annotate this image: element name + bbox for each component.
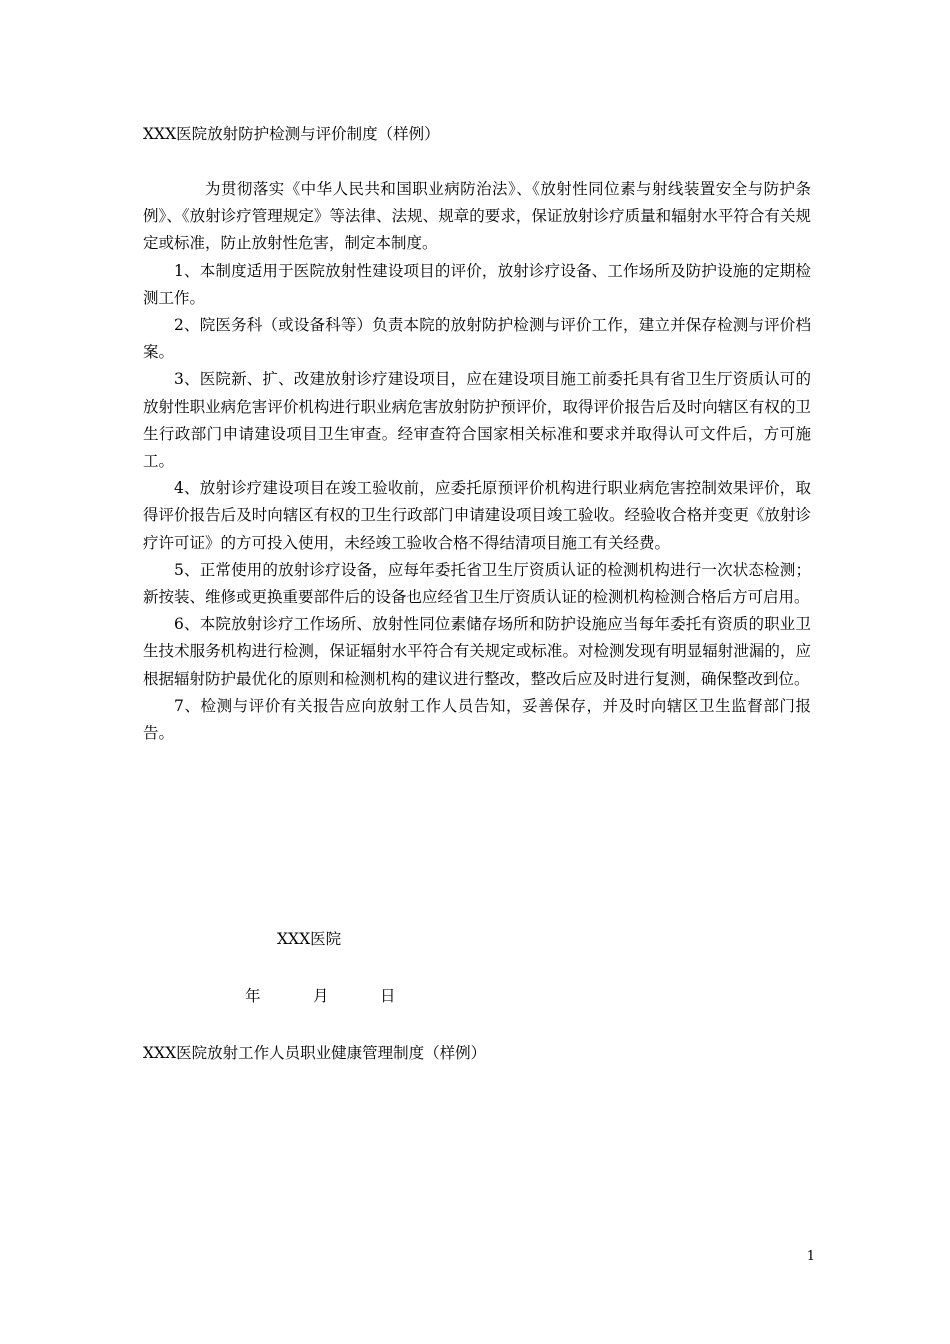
intro-paragraph: 为贯彻落实《中华人民共和国职业病防治法》、《放射性同位素与射线装置安全与防护条例》、《放射诊疗管理规定》等法律、法规、规章的要求，保证放射诊疗质量和辐射水平符合有关规定或标准，防止放射性危害，制定本制度。 — [143, 180, 811, 253]
clause-3-paragraph: 3、医院新、扩、改建放射诊疗建设项目，应在建设项目施工前委托具有省卫生厅资质认可的放射性职业病危害评价机构进行职业病危害放射防护预评价，取得评价报告后及时向辖区有权的卫生行政部门申请建设项目卫生审查。经审查符合国家相关标准和要求并取得认可文件后，方可施工。 — [143, 370, 811, 471]
date-day-label: 日 — [380, 987, 396, 1005]
date-month-label: 月 — [313, 987, 329, 1005]
clause-7-paragraph: 7、检测与评价有关报告应向放射工作人员告知，妥善保存，并及时向辖区卫生监督部门报告。 — [143, 696, 811, 743]
document-body — [143, 176, 811, 747]
page-number: 1 — [806, 1249, 815, 1264]
clause-6-paragraph: 6、本院放射诊疗工作场所、放射性同位素储存场所和防护设施应当每年委托有资质的职业卫生技术服务机构进行检测，保证辐射水平符合有关规定或标准。对检测发现有明显辐射泄漏的，应根据辐射防护最优化的原则和检测机构的建议进行整改，整改后应及时进行复测，确保整改到位。 — [143, 615, 811, 688]
document-title: XXX医院放射防护检测与评价制度（样例） — [143, 125, 440, 143]
date-line — [0, 984, 950, 1008]
clause-5-paragraph: 5、正常使用的放射诊疗设备，应每年委托省卫生厅资质认证的检测机构进行一次状态检测；新按装、维修或更换重要部件后的设备也应经省卫生厅资质认证的检测机构检测合格后方可启用。 — [143, 560, 811, 607]
clause-4-paragraph: 4、放射诊疗建设项目在竣工验收前，应委托原预评价机构进行职业病危害控制效果评价，取得评价报告后及时向辖区有权的卫生行政部门申请建设项目竣工验收。经验收合格并变更《放射诊疗许可证》的方可投入使用，未经竣工验收合格不得结清项目施工有关经费。 — [143, 479, 811, 552]
clause-2-paragraph: 2、院医务科（或设备科等）负责本院的放射防护检测与评价工作，建立并保存检测与评价档案。 — [143, 316, 811, 362]
date-year-label: 年 — [245, 987, 261, 1005]
hospital-signature: XXX医院 — [277, 930, 342, 948]
next-section-title: XXX医院放射工作人员职业健康管理制度（样例） — [143, 1044, 487, 1062]
clause-1-paragraph: 1、本制度适用于医院放射性建设项目的评价，放射诊疗设备、工作场所及防护设施的定期检测工作。 — [143, 261, 811, 307]
